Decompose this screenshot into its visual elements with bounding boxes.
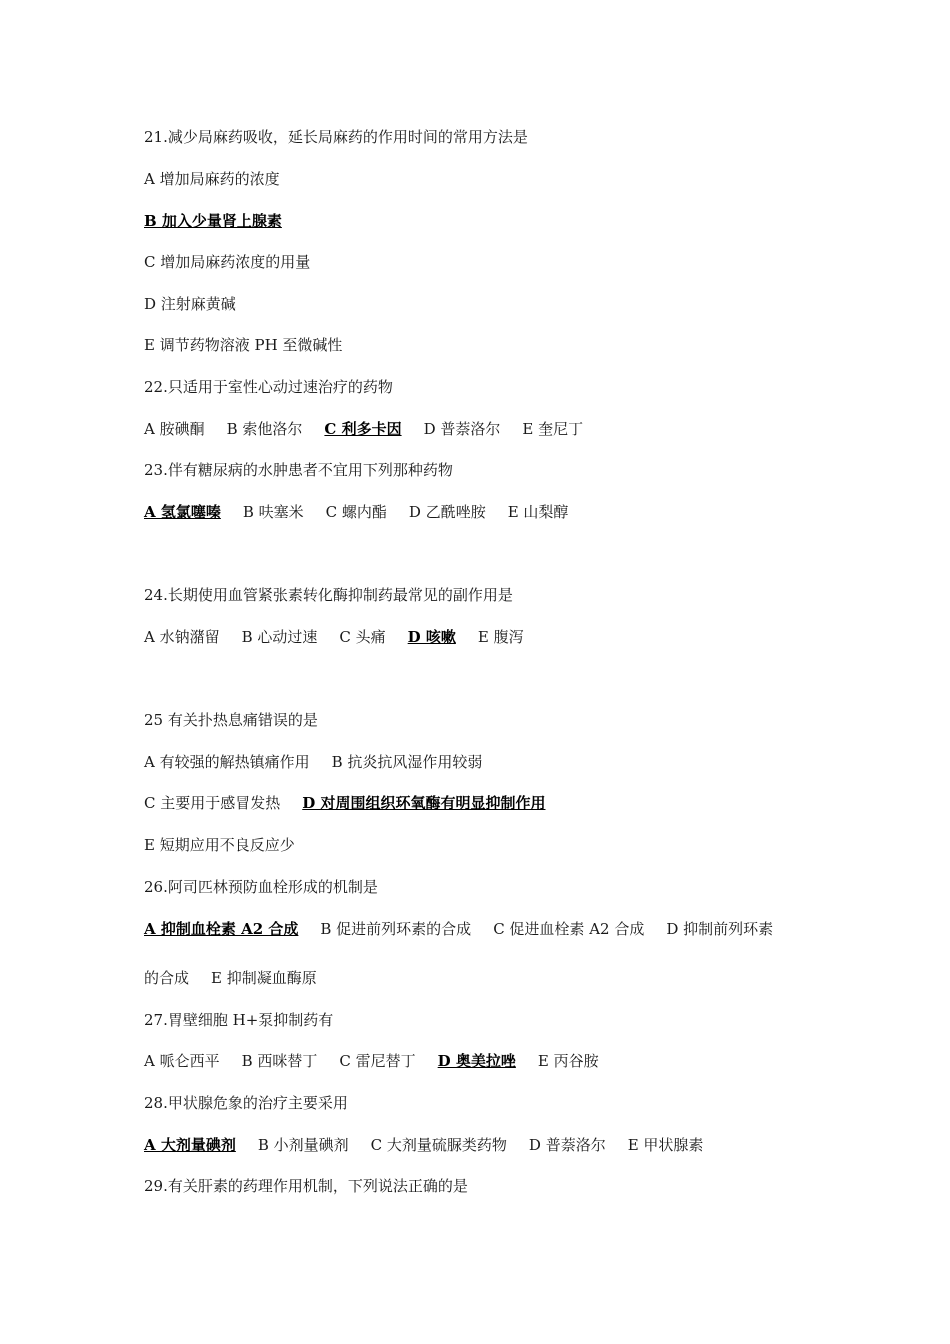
option-22-d: D 普萘洛尔 (423, 420, 501, 438)
option-22-b: B 索他洛尔 (226, 420, 303, 438)
option-27-a: A 哌仑西平 (144, 1052, 220, 1070)
option-23-a-answer: A 氢氯噻嗪 (144, 503, 221, 521)
option-28-e: E 甲状腺素 (627, 1136, 704, 1154)
option-25-a: A 有较强的解热镇痛作用 (144, 753, 310, 771)
question-25 (144, 710, 318, 730)
options-24 (144, 627, 524, 647)
option-28-a-answer: A 大剂量碘剂 (144, 1136, 236, 1154)
question-text: 27.胃壁细胞 H+泵抑制药有 (144, 1011, 334, 1029)
option-24-c: C 头痛 (339, 628, 386, 646)
options-26-row1 (144, 919, 773, 939)
option-25-c: C 主要用于感冒发热 (144, 794, 281, 812)
question-21 (144, 127, 528, 147)
question-23 (144, 460, 453, 480)
option-24-e: E 腹泻 (477, 628, 524, 646)
option-text: E 短期应用不良反应少 (144, 836, 295, 854)
options-27 (144, 1051, 599, 1071)
option-26-a-answer: A 抑制血栓素 A2 合成 (144, 920, 299, 938)
options-23 (144, 502, 568, 522)
option-21-a (144, 169, 280, 189)
question-27 (144, 1010, 333, 1030)
option-22-c-answer: C 利多卡因 (324, 420, 402, 438)
option-24-b: B 心动过速 (241, 628, 318, 646)
option-23-d: D 乙酰唑胺 (408, 503, 486, 521)
question-28 (144, 1093, 348, 1113)
option-28-d: D 普萘洛尔 (528, 1136, 606, 1154)
question-text: 26.阿司匹林预防血栓形成的机制是 (144, 878, 378, 896)
question-text: 28.甲状腺危象的治疗主要采用 (144, 1094, 348, 1112)
question-24 (144, 585, 513, 605)
option-26-b: B 促进前列环素的合成 (320, 920, 472, 938)
option-23-e: E 山梨醇 (507, 503, 569, 521)
question-text: 29.有关肝素的药理作用机制，下列说法正确的是 (144, 1177, 468, 1195)
answer-text: B 加入少量肾上腺素 (144, 212, 282, 230)
options-26-row2 (144, 968, 317, 988)
option-21-b-answer (144, 211, 282, 231)
question-text: 25 有关扑热息痛错误的是 (144, 711, 318, 729)
option-27-e: E 丙谷胺 (537, 1052, 599, 1070)
option-text: A 增加局麻药的浓度 (144, 170, 280, 188)
option-27-b: B 西咪替丁 (241, 1052, 318, 1070)
option-25-b: B 抗炎抗风湿作用较弱 (331, 753, 483, 771)
option-24-d-answer: D 咳嗽 (407, 628, 456, 646)
option-27-c: C 雷尼替丁 (339, 1052, 416, 1070)
question-text: 23.伴有糖尿病的水肿患者不宜用下列那种药物 (144, 461, 453, 479)
options-22 (144, 419, 583, 439)
option-28-c: C 大剂量硫脲类药物 (370, 1136, 507, 1154)
option-27-d-answer: D 奥美拉唑 (437, 1052, 516, 1070)
option-26-c: C 促进血栓素 A2 合成 (493, 920, 645, 938)
option-26-d: D 抑制前列环素 (666, 920, 774, 938)
option-25-e (144, 835, 295, 855)
options-25-ab (144, 752, 482, 772)
option-22-a: A 胺碘酮 (144, 420, 205, 438)
question-text: 22.只适用于室性心动过速治疗的药物 (144, 378, 393, 396)
option-26-d-continued: 的合成 (144, 969, 190, 987)
option-text: C 增加局麻药浓度的用量 (144, 253, 311, 271)
option-23-c: C 螺内酯 (325, 503, 387, 521)
option-26-e: E 抑制凝血酶原 (211, 969, 317, 987)
option-21-e (144, 335, 342, 355)
option-text: E 调节药物溶液 PH 至微碱性 (144, 336, 343, 354)
question-29 (144, 1176, 468, 1196)
option-21-c (144, 252, 310, 272)
option-text: D 注射麻黄碱 (144, 295, 236, 313)
question-text: 21.减少局麻药吸收，延长局麻药的作用时间的常用方法是 (144, 128, 528, 146)
options-25-cd (144, 793, 545, 813)
question-22 (144, 377, 393, 397)
question-text: 24.长期使用血管紧张素转化酶抑制药最常见的副作用是 (144, 586, 513, 604)
option-28-b: B 小剂量碘剂 (257, 1136, 349, 1154)
question-26 (144, 877, 378, 897)
option-21-d (144, 294, 236, 314)
option-24-a: A 水钠潴留 (144, 628, 220, 646)
options-28 (144, 1135, 703, 1155)
option-25-d-answer: D 对周围组织环氧酶有明显抑制作用 (302, 794, 546, 812)
option-23-b: B 呋塞米 (242, 503, 304, 521)
option-22-e: E 奎尼丁 (522, 420, 584, 438)
